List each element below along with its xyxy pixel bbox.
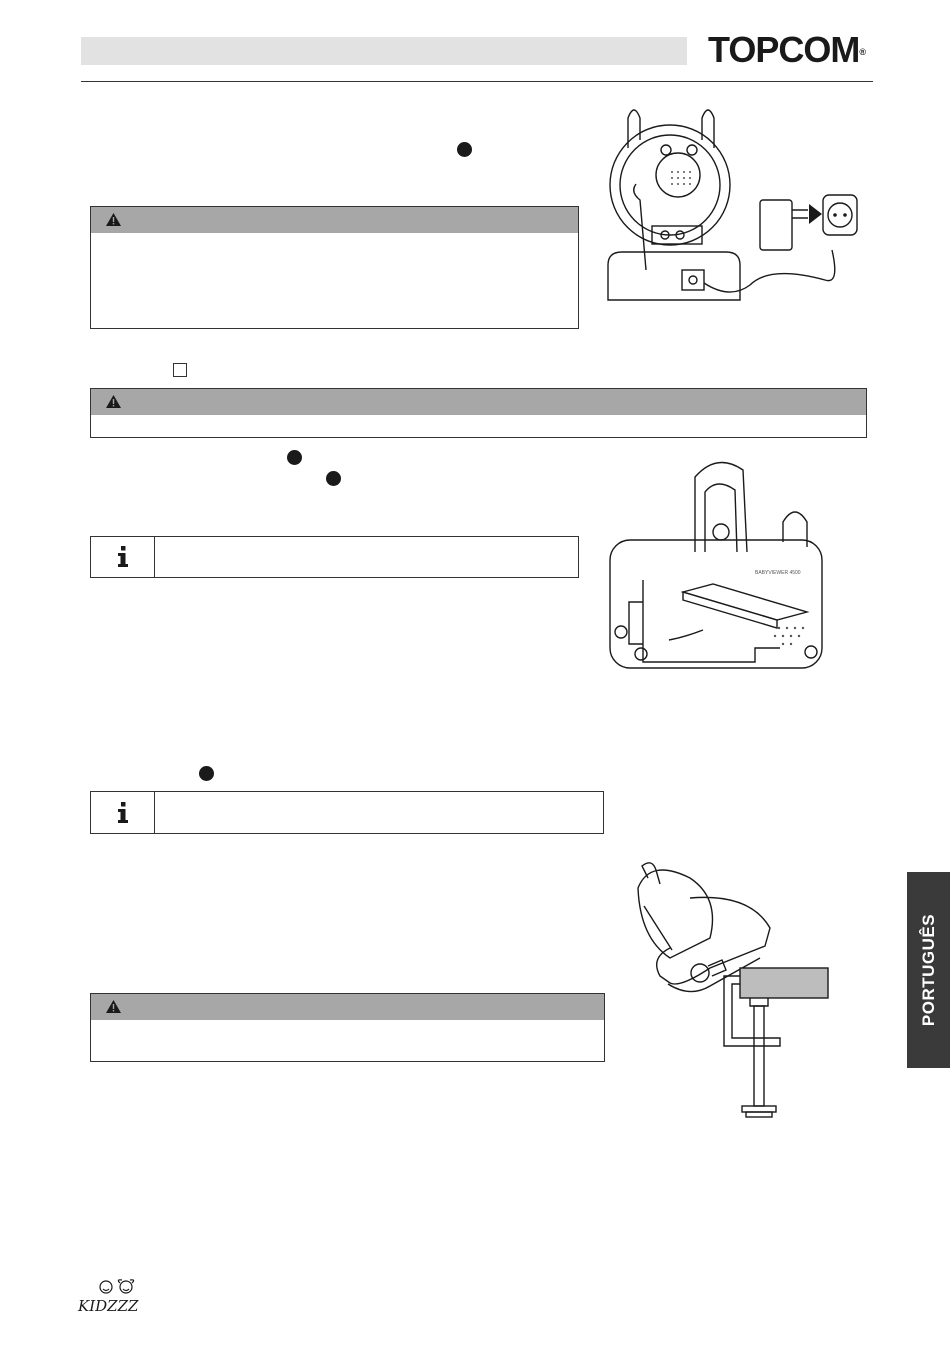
info-icon-cell: [91, 537, 155, 577]
model-label: BABYVIEWER 4500: [755, 570, 801, 576]
language-tab-label: PORTUGUÊS: [918, 913, 938, 1027]
brand-name: TOPCOM: [708, 29, 860, 70]
checkbox[interactable]: [173, 363, 187, 377]
info-icon: [116, 546, 130, 568]
topcom-logo: [708, 30, 865, 70]
warning-box: [90, 993, 605, 1062]
step-marker: [326, 471, 341, 486]
step-marker: [199, 766, 214, 781]
step-marker: [287, 450, 302, 465]
warning-header: [91, 389, 866, 415]
kidzzz-logo-text: KIDZZZ: [78, 1297, 139, 1315]
warning-box: [90, 206, 579, 329]
header-bar: [81, 37, 687, 65]
warning-triangle-icon: [105, 999, 122, 1014]
warning-header: [91, 207, 578, 233]
warning-triangle-icon: [105, 212, 122, 227]
kidzzz-logo: [76, 1277, 154, 1317]
warning-header: [91, 994, 604, 1020]
step-marker: [457, 142, 472, 157]
info-icon-cell: [91, 792, 155, 833]
language-tab[interactable]: [907, 872, 950, 1068]
camera-power-adapter-figure: [600, 100, 870, 315]
header-rule: [81, 81, 873, 82]
warning-triangle-icon: [105, 394, 122, 409]
info-box: [90, 536, 579, 578]
registered-mark: ®: [859, 47, 865, 57]
info-box: [90, 791, 604, 834]
camera-clamp-mount-figure: [630, 858, 835, 1128]
info-icon: [116, 802, 130, 824]
parent-unit-battery-figure: [605, 452, 827, 678]
warning-box-wide: [90, 388, 867, 438]
